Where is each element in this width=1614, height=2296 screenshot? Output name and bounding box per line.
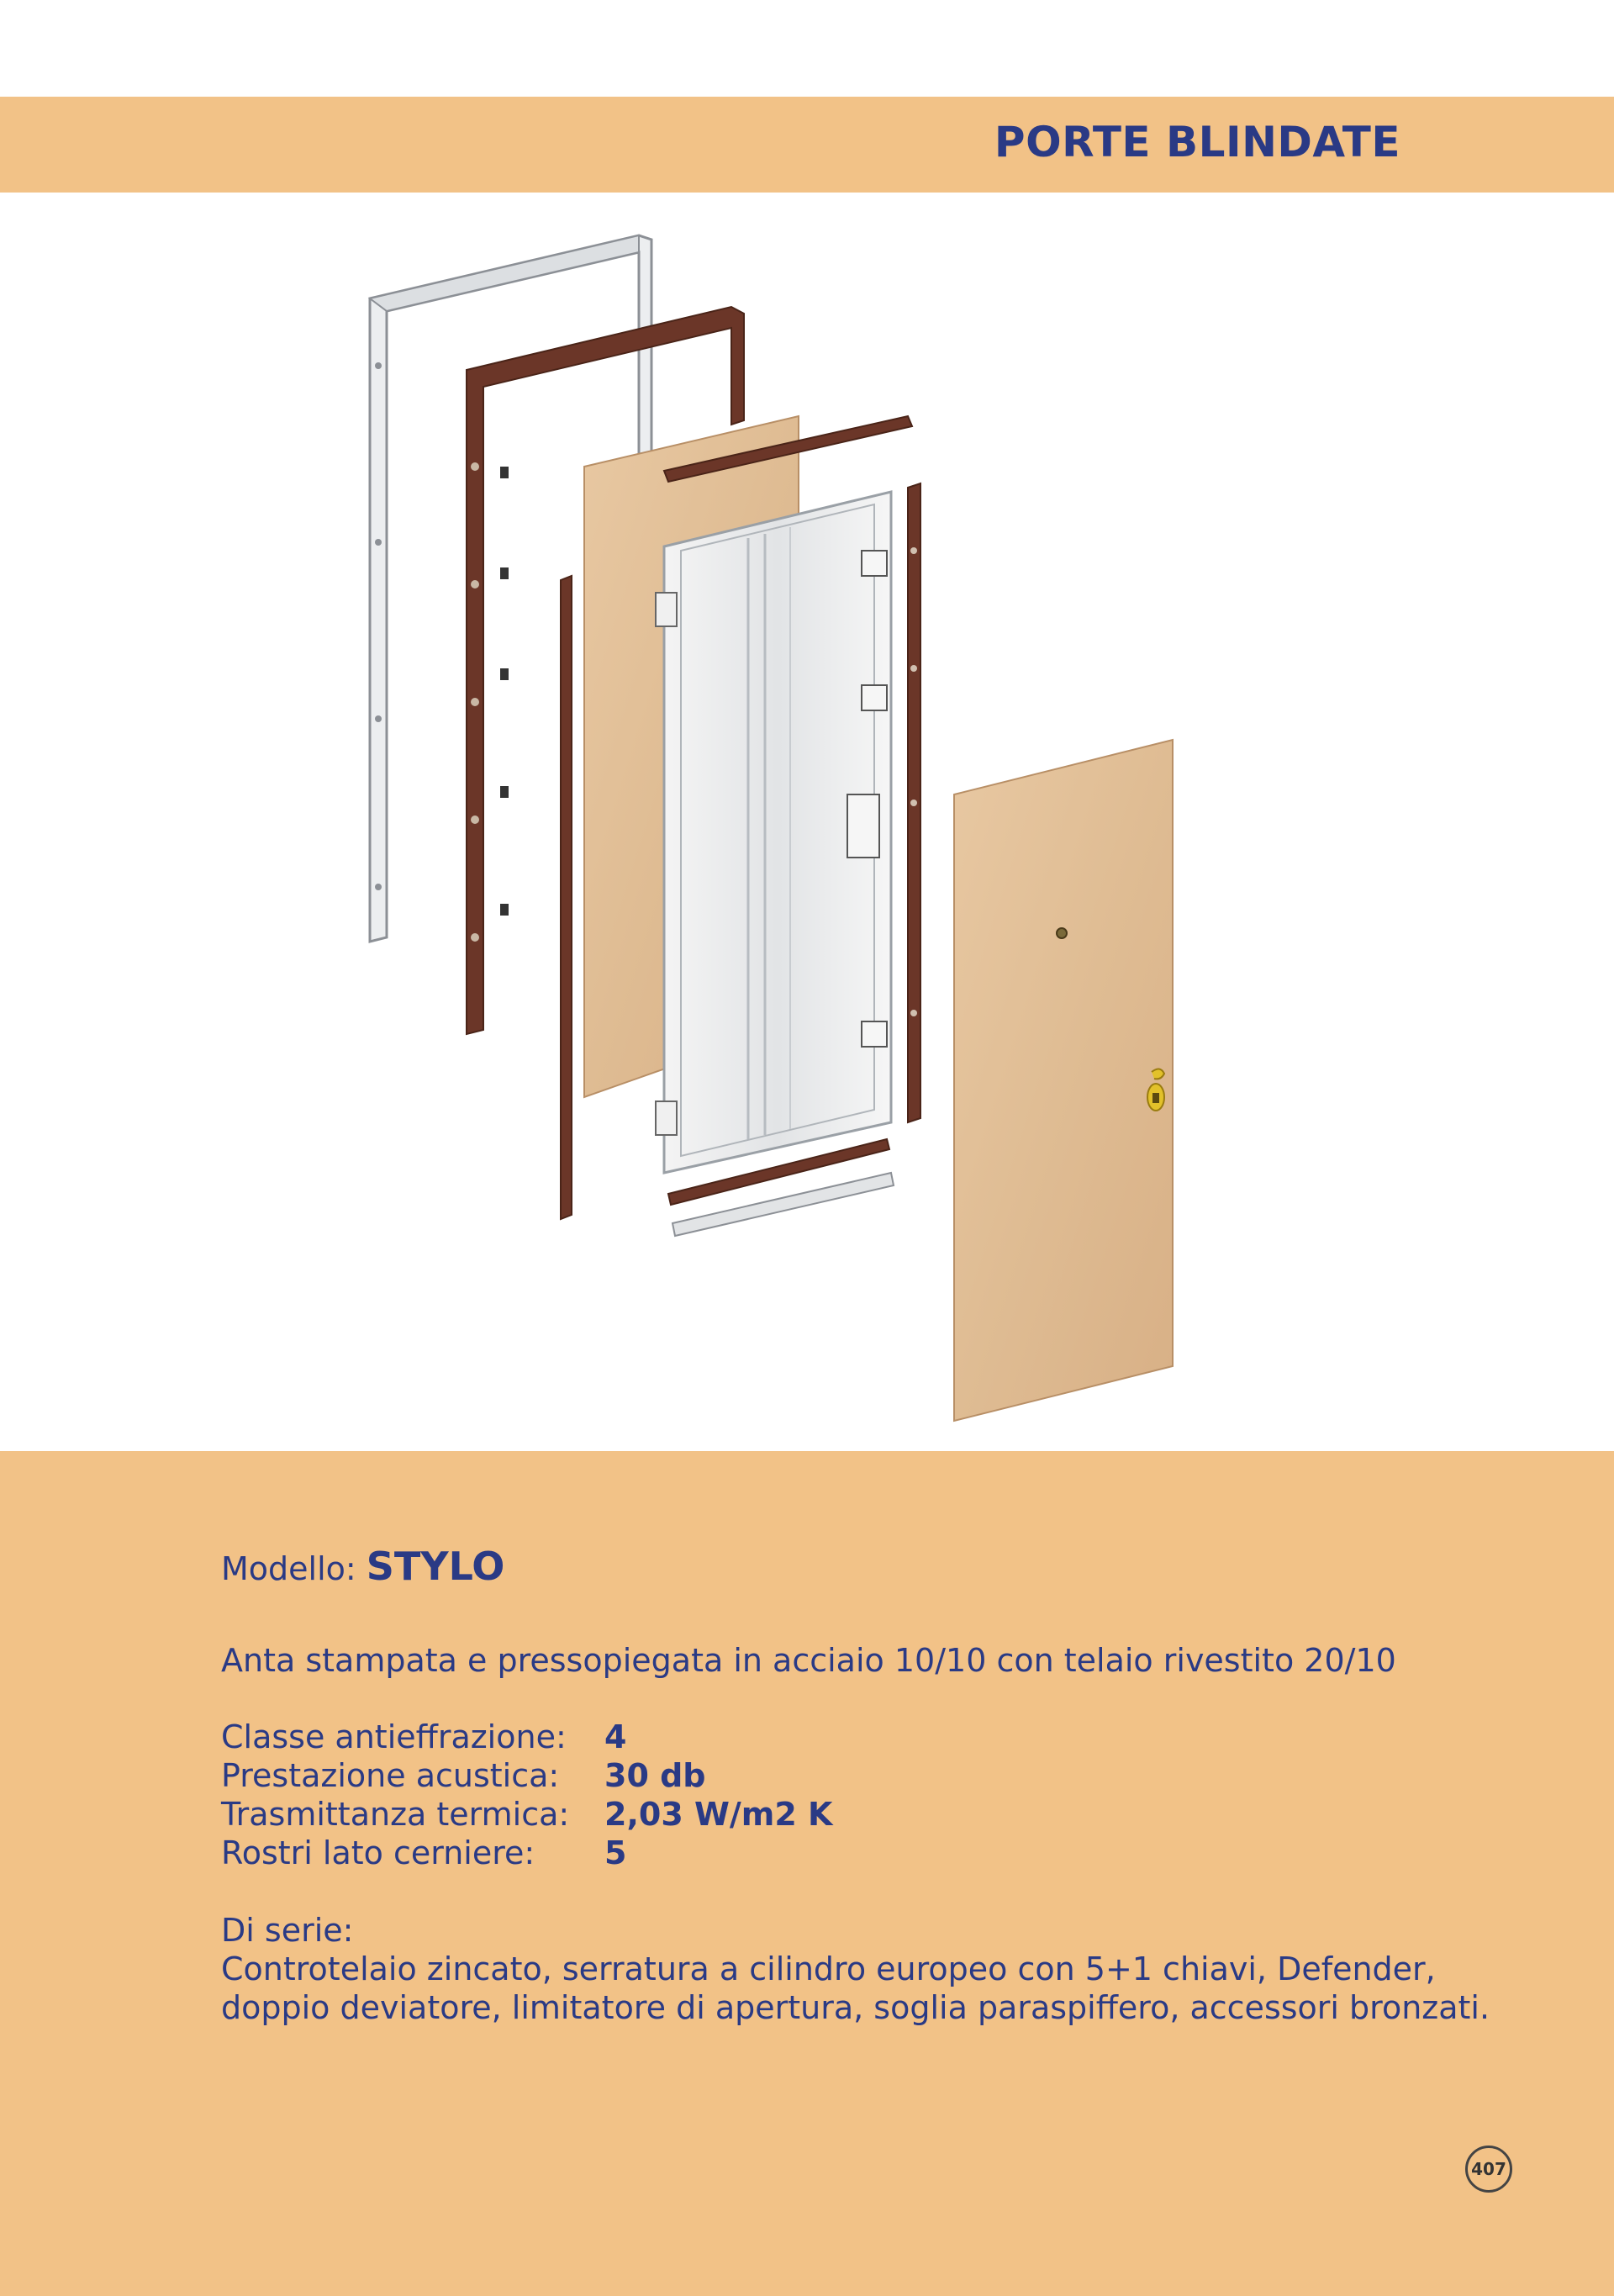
page-title: PORTE BLINDATE xyxy=(994,118,1400,166)
exploded-door-illustration xyxy=(319,214,1295,1442)
spec-label: Prestazione acustica: xyxy=(221,1757,560,1794)
threshold-lower xyxy=(672,1173,894,1236)
spec-value: 5 xyxy=(604,1834,627,1871)
model-name: STYLO xyxy=(366,1544,505,1589)
spec-label: Rostri lato cerniere: xyxy=(221,1834,535,1871)
spec-value: 4 xyxy=(604,1718,627,1755)
spec-label: Trasmittanza termica: xyxy=(221,1796,570,1833)
standard-equipment xyxy=(221,1911,1490,2027)
standard-heading: Di serie: xyxy=(221,1912,354,1949)
spec-label: Classe antieffrazione: xyxy=(221,1718,567,1755)
side-profile-left xyxy=(561,576,572,1219)
spec-value: 2,03 W/m2 K xyxy=(604,1796,833,1833)
side-profile-right xyxy=(908,483,920,1122)
product-description: Anta stampata e pressopiegata in acciaio 10/10 con telaio rivestito 20/10 xyxy=(221,1642,1396,1679)
standard-line: doppio deviatore, limitatore di apertura, soglia paraspiffero, accessori bronzati. xyxy=(221,1989,1490,2026)
spec-value: 30 db xyxy=(604,1757,706,1794)
model-label: Modello: xyxy=(221,1550,356,1587)
page-number: 407 xyxy=(1465,2146,1512,2193)
model-line xyxy=(221,1544,504,1589)
outer-wood-panel xyxy=(954,740,1173,1421)
standard-line: Controtelaio zincato, serratura a cilindro europeo con 5+1 chiavi, Defender, xyxy=(221,1950,1436,1987)
steel-door-leaf xyxy=(656,492,891,1173)
